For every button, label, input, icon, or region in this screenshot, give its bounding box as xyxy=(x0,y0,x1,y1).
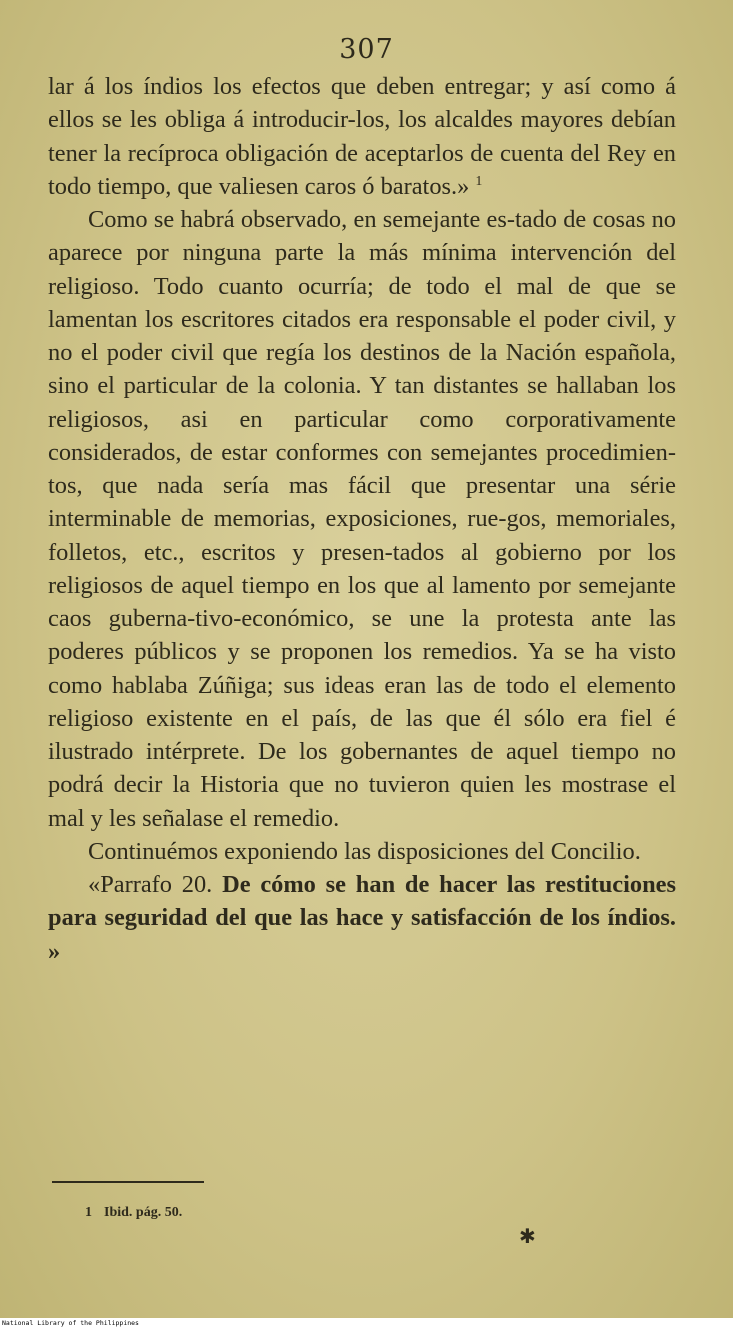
paragraph-text: lar á los índios los efectos que deben entregar; y así como á ellos se les obliga á introducir-los, los alcaldes mayores debían tener la recíproca obligación de aceptarlos de cuenta del Rey en todo tiempo, que valiesen caros ó baratos.» xyxy=(48,73,676,200)
page-number: 307 xyxy=(339,34,394,65)
library-credit: National Library of the Philippines xyxy=(0,1318,733,1328)
paragraph-continuation xyxy=(48,70,676,203)
paragraph-religious-role: Como se habrá observado, en semejante es-tado de cosas no aparece por ninguna parte la más mínima intervención del religioso. Todo cuanto ocurría; de todo el mal de que se lamentan los escritores citados era responsable el poder civil, y no el poder civil que regía los destinos de la Nación española, sino el particular de la colonia. Y tan distantes se hallaban los religiosos, asi en particular como corporativamente considerados, de estar conformes con semejantes procedimien-tos, que nada sería mas fácil que presentar una série interminable de memorias, exposiciones, rue-gos, memoriales, folletos, etc., escritos y presen-tados al gobierno por los religiosos de aquel tiempo en los que al lamento por semejante caos guberna-tivo-económico, se une la protesta ante las poderes públicos y se proponen los remedios. Ya se ha visto como hablaba Zúñiga; sus ideas eran las de todo el elemento religioso existente en el país, de las que él sólo era fiel é ilustrado intérprete. De los gobernantes de aquel tiempo no podrá decir la Historia que no tuvieron quien les mostrase el mal y les señalase el remedio. xyxy=(48,206,676,832)
body-text xyxy=(48,70,676,968)
asterisk-ornament-icon: ✱ xyxy=(519,1224,536,1248)
footnote-divider xyxy=(52,1181,204,1183)
heading-label: Parrafo 20. xyxy=(100,871,213,898)
footnote-text: Ibid. pág. 50. xyxy=(104,1205,183,1220)
footnote-reference: 1 xyxy=(475,173,483,189)
paragraph-council: Continuémos exponiendo las disposiciones del Concilio. xyxy=(88,837,641,865)
footnote-number: 1 xyxy=(85,1205,92,1220)
heading-open-quote: « xyxy=(88,871,101,898)
footnote xyxy=(85,1205,182,1221)
heading-text: De cómo se han de hacer las restituciones para seguridad del que las hace y satisfacción de los índios. » xyxy=(48,871,676,965)
section-heading xyxy=(48,868,676,968)
